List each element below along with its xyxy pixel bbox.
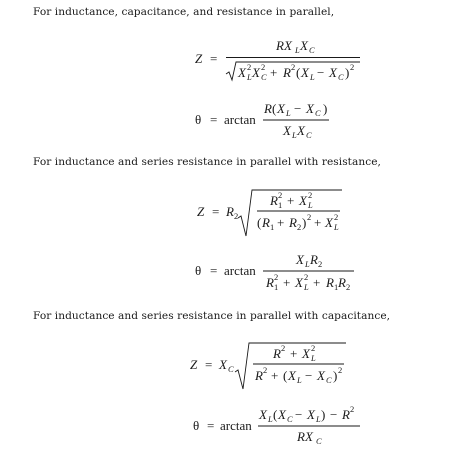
svg-text:L: L [308,200,313,210]
svg-text:2: 2 [338,365,343,375]
svg-text:1: 1 [270,222,275,232]
svg-text:+: + [290,346,298,361]
svg-text:+: + [270,65,278,80]
equation-impedance-parallel-resistance [197,190,342,236]
eq4-lhs: θ [195,263,202,278]
svg-text:(: ( [273,407,278,422]
svg-text:R: R [255,368,263,383]
svg-text:R: R [326,275,334,290]
svg-text:2: 2 [350,62,355,72]
eq4-equals: = [210,263,218,278]
svg-text:): ) [323,101,328,116]
svg-text:X: X [329,65,337,80]
svg-text:X: X [295,275,303,290]
svg-text:2: 2 [318,259,323,269]
svg-text:): ) [345,65,350,80]
eq1-lhs: Z [195,51,203,66]
svg-text:2: 2 [308,190,313,200]
svg-text:R: R [283,65,291,80]
svg-text:L: L [268,414,273,424]
svg-text:X: X [296,252,304,267]
svg-text:C: C [309,45,315,55]
eq4-arctan: arctan [224,263,256,278]
eq5-lhs: Z [190,357,198,372]
svg-text:R: R [338,275,346,290]
svg-text:2: 2 [263,365,268,375]
svg-text:L: L [247,72,252,82]
svg-text:R: R [273,346,281,361]
eq6-arctan: arctan [220,418,252,433]
svg-text:X: X [277,101,285,116]
equation-phase-parallel-capacitance [193,404,360,446]
svg-text:X: X [238,65,246,80]
svg-text:X: X [219,357,227,372]
svg-text:(: ( [257,215,262,230]
svg-text:2: 2 [311,343,316,353]
svg-text:2: 2 [274,272,279,282]
eq5-equals: = [205,357,213,372]
svg-text:−: − [305,368,313,383]
svg-text:R: R [226,204,234,219]
svg-text:1: 1 [274,282,279,292]
svg-text:X: X [283,123,291,138]
equation-impedance-parallel-lcr [195,38,360,82]
svg-text:L: L [304,282,309,292]
svg-text:1: 1 [278,200,283,210]
svg-text:L: L [311,353,316,363]
svg-text:+: + [283,275,291,290]
svg-text:X: X [252,65,260,80]
svg-text:X: X [297,123,305,138]
svg-text:2: 2 [304,272,309,282]
svg-text:R: R [310,252,318,267]
svg-text:X: X [299,193,307,208]
eq2-lhs: θ [195,112,202,127]
svg-text:X: X [259,407,267,422]
svg-text:2: 2 [234,211,239,221]
svg-text:R: R [289,215,297,230]
svg-text:C: C [228,364,234,374]
svg-text:2: 2 [247,62,252,72]
svg-text:L: L [334,222,339,232]
eq3-lhs: Z [197,204,205,219]
svg-text:L: L [295,45,300,55]
svg-text:R: R [266,275,274,290]
svg-text:R: R [342,407,350,422]
svg-text:X: X [278,407,286,422]
svg-text:+: + [277,215,285,230]
svg-text:+: + [313,275,321,290]
svg-text:): ) [321,407,326,422]
svg-text:RX: RX [297,429,313,444]
equation-phase-parallel-resistance [195,252,354,292]
svg-text:2: 2 [307,212,312,222]
svg-text:): ) [333,368,338,383]
svg-text:R: R [262,215,270,230]
intro-inductance-parallel-capacitance: For inductance and series resistance in parallel with capacitance, [33,310,391,322]
svg-text:X: X [317,368,325,383]
svg-text:C: C [261,72,267,82]
svg-text:L: L [310,72,315,82]
svg-text:R: R [270,193,278,208]
svg-text:X: X [306,101,314,116]
svg-text:X: X [288,368,296,383]
svg-text:−: − [330,407,338,422]
eq1-equals: = [210,51,218,66]
svg-text:+: + [271,368,279,383]
svg-text:2: 2 [350,404,355,414]
svg-text:C: C [315,108,321,118]
intro-parallel-lcr: For inductance, capacitance, and resistance in parallel, [33,6,335,18]
svg-text:L: L [305,259,310,269]
svg-text:X: X [302,346,310,361]
svg-text:L: L [316,414,321,424]
svg-text:X: X [325,215,333,230]
svg-text:X: X [307,407,315,422]
eq6-equals: = [207,418,215,433]
svg-text:C: C [287,414,293,424]
equation-impedance-parallel-capacitance [190,343,346,389]
svg-text:C: C [338,72,344,82]
svg-text:X: X [301,65,309,80]
svg-text:): ) [302,215,307,230]
svg-text:+: + [314,215,322,230]
equation-phase-parallel-lcr [195,101,329,140]
svg-text:2: 2 [278,190,283,200]
svg-text:R: R [264,101,272,116]
svg-text:X: X [300,38,308,53]
eq2-equals: = [210,112,218,127]
svg-text:(: ( [272,101,277,116]
svg-text:RX: RX [276,38,292,53]
intro-inductance-parallel-resistance: For inductance and series resistance in parallel with resistance, [33,156,381,168]
eq6-lhs: θ [193,418,200,433]
svg-text:C: C [326,375,332,385]
svg-text:(: ( [283,368,288,383]
svg-text:2: 2 [346,282,351,292]
svg-text:−: − [295,407,303,422]
svg-text:(: ( [296,65,301,80]
svg-text:L: L [292,130,297,140]
svg-text:2: 2 [261,62,266,72]
eq3-equals: = [212,204,220,219]
svg-text:L: L [286,108,291,118]
svg-text:2: 2 [334,212,339,222]
svg-text:L: L [297,375,302,385]
svg-text:2: 2 [281,343,286,353]
svg-text:C: C [316,436,322,446]
eq2-arctan: arctan [224,112,256,127]
svg-text:2: 2 [291,62,296,72]
svg-text:+: + [287,193,295,208]
svg-text:2: 2 [297,222,302,232]
svg-text:C: C [306,130,312,140]
svg-text:−: − [317,65,325,80]
svg-text:1: 1 [334,282,339,292]
svg-text:−: − [294,101,302,116]
